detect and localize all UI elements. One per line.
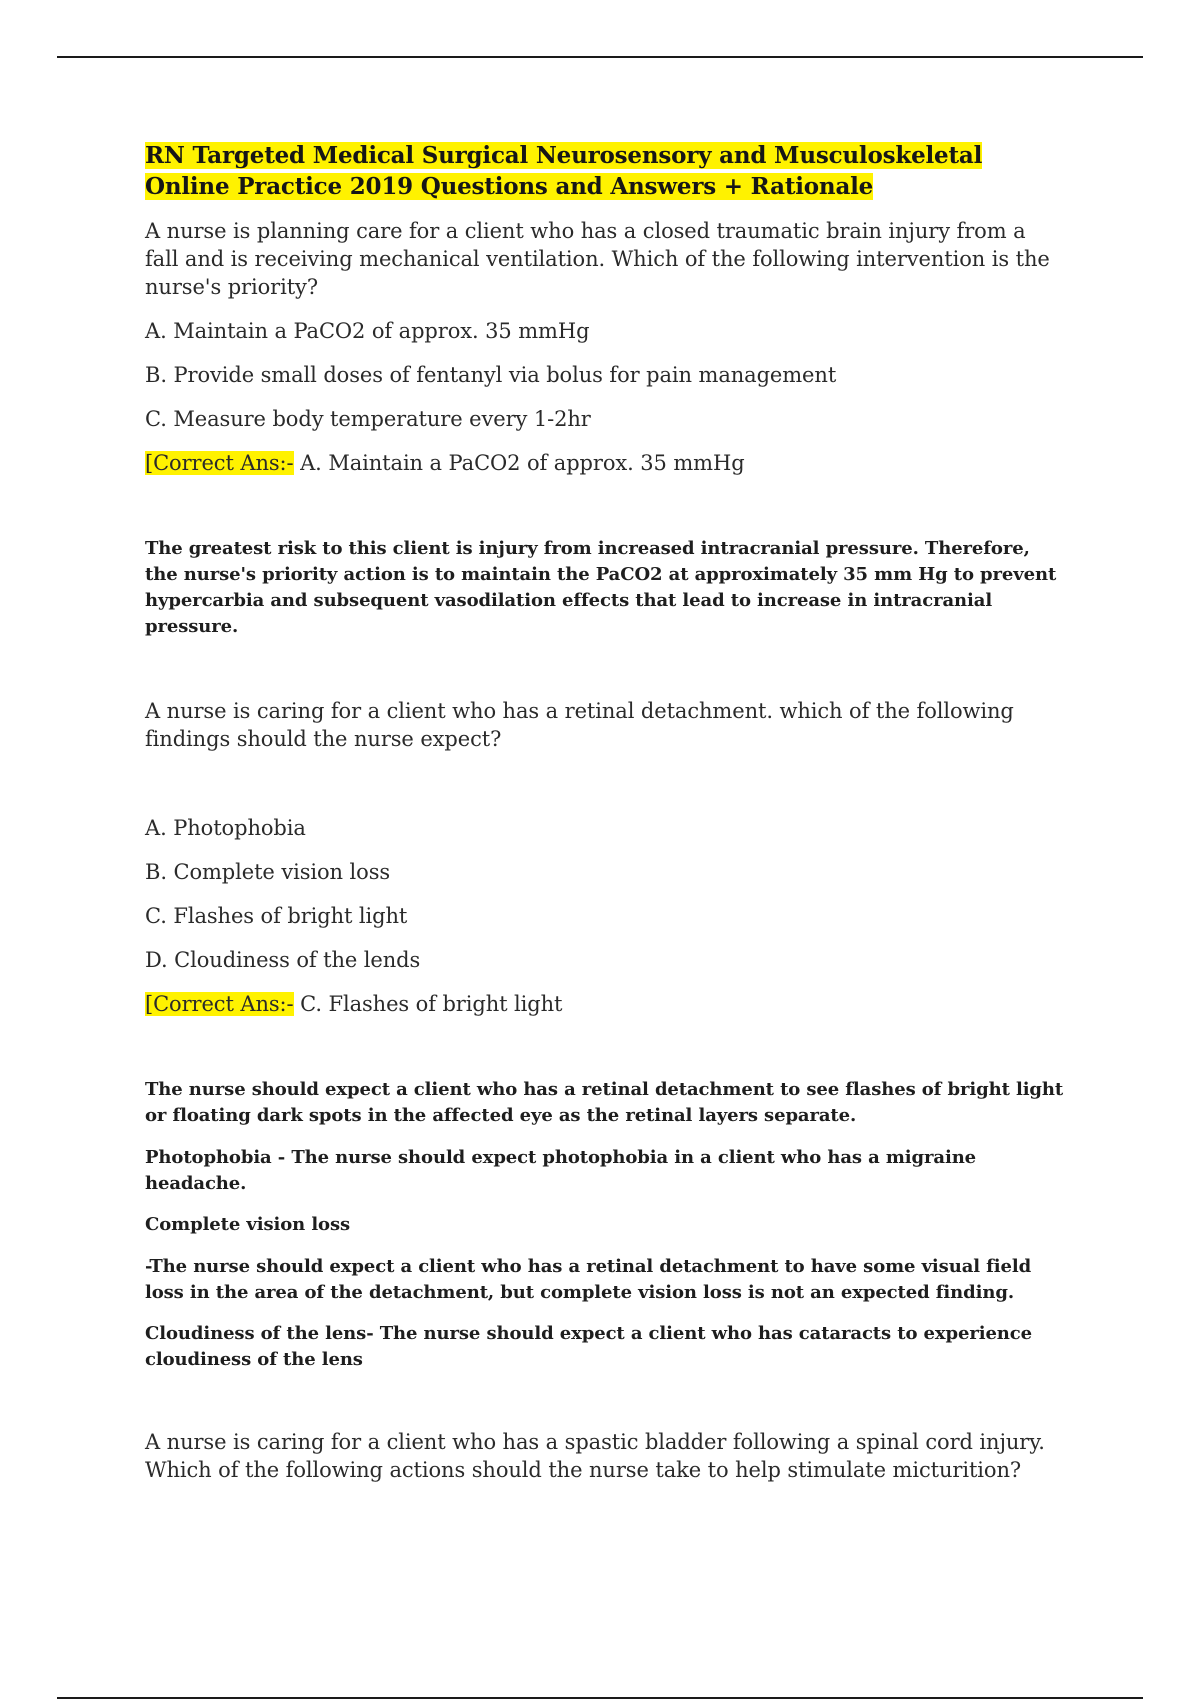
question-1-option-c: C. Measure body temperature every 1-2hr	[145, 407, 591, 431]
question-2-stem: A nurse is caring for a client who has a retinal detachment. which of the following findings should the nurse expect?	[145, 699, 1014, 751]
question-2-answer-label: [Correct Ans:-	[145, 992, 294, 1016]
question-2-rationale-main: The nurse should expect a client who has a retinal detachment to see flashes of bright light or floating dark spots in the affected eye as the retinal layers separate.	[145, 1079, 1064, 1126]
question-1-option-a: A. Maintain a PaCO2 of approx. 35 mmHg	[145, 319, 590, 343]
question-1-answer-text: A. Maintain a PaCO2 of approx. 35 mmHg	[293, 451, 745, 475]
question-2-rationale-vision-loss: -The nurse should expect a client who has a retinal detachment to have some visual field loss in the area of the detachment, but complete vision loss is not an expected finding.	[145, 1256, 1032, 1303]
document-title	[145, 140, 1065, 202]
question-1-stem: A nurse is planning care for a client who has a closed traumatic brain injury from a fall and is receiving mechanical ventilation. Which of the following intervention is the nurse's priority?	[145, 219, 1050, 299]
question-2-rationale-vision-loss-heading: Complete vision loss	[145, 1214, 351, 1235]
question-2-answer-text: C. Flashes of bright light	[293, 992, 563, 1016]
question-3-stem: A nurse is caring for a client who has a spastic bladder following a spinal cord injury. Which of the following actions should the nurse take to help stimulate micturition?	[145, 1430, 1045, 1482]
footer-rule	[57, 1697, 1143, 1699]
question-2-answer	[145, 990, 1065, 1018]
question-2-option-d: D. Cloudiness of the lends	[145, 948, 421, 972]
question-2-rationale-photophobia: Photophobia - The nurse should expect photophobia in a client who has a migraine headache.	[145, 1147, 977, 1194]
document-title-highlight: RN Targeted Medical Surgical Neurosensory and Musculoskeletal Online Practice 2019 Questions and Answers + Rationale	[145, 142, 983, 200]
question-2-option-b: B. Complete vision loss	[145, 860, 391, 884]
document-body	[145, 140, 1065, 1484]
header-rule	[57, 56, 1143, 58]
question-1-answer	[145, 449, 1065, 477]
question-1-rationale: The greatest risk to this client is injury from increased intracranial pressure. Therefore, the nurse's priority action is to maintain the PaCO2 at approximately 35 mm Hg to prevent hypercarbia and subsequent vasodilation effects that lead to increase in intracranial pressure.	[145, 538, 1057, 637]
question-1-option-b: B. Provide small doses of fentanyl via bolus for pain management	[145, 363, 837, 387]
question-2-option-c: C. Flashes of bright light	[145, 904, 408, 928]
question-2-rationale-cloudiness: Cloudiness of the lens- The nurse should expect a client who has cataracts to experience cloudiness of the lens	[145, 1323, 1033, 1370]
question-2-option-a: A. Photophobia	[145, 816, 306, 840]
question-1-answer-label: [Correct Ans:-	[145, 451, 294, 475]
